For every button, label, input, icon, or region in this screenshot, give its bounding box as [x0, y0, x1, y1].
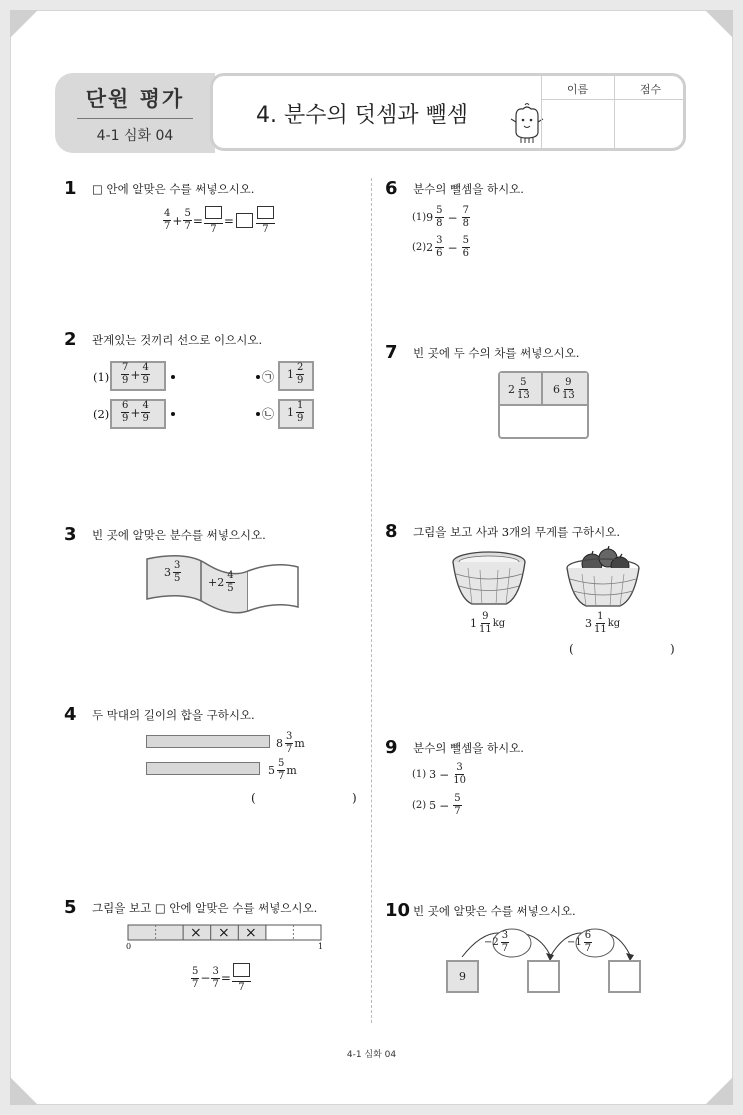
question-text: 그림을 보고 사과 3개의 무게를 구하시오. — [413, 525, 620, 539]
question-text: 빈 곳에 두 수의 차를 써넣으시오. — [413, 346, 580, 360]
question-number: 5 — [64, 897, 77, 918]
answer-box[interactable] — [233, 963, 250, 977]
question-number: 3 — [64, 524, 77, 545]
connect-dot[interactable] — [171, 375, 175, 379]
bar-1 — [146, 735, 270, 748]
question-text: 빈 곳에 알맞은 수를 써넣으시오. — [413, 904, 576, 918]
question-text: 그림을 보고 □ 안에 알맞은 수를 써넣으시오. — [92, 901, 318, 915]
q6-problem-2: (2) 2 $\frac{3}{6}$ − $\frac{5}{6}$ — [412, 235, 469, 259]
score-input-cell[interactable] — [615, 100, 685, 148]
answer-field[interactable] — [580, 642, 670, 658]
answer-box[interactable] — [527, 960, 560, 993]
q9-problem-1: (1) 3 − $\frac{3}{10}$ — [412, 762, 466, 786]
choice-label: ㉠ — [262, 370, 275, 384]
question-text: 분수의 뺄셈을 하시오. — [413, 182, 524, 196]
choice-label: ㉡ — [262, 407, 275, 421]
answer-cell[interactable] — [500, 406, 587, 437]
cross-mark: × — [245, 925, 257, 941]
q6-problem-1: (1) 9 $\frac{5}{8}$ − $\frac{7}{8}$ — [412, 205, 469, 229]
question-number: 8 — [385, 521, 398, 542]
q9-problem-2: (2) 5 − $\frac{5}{7}$ — [412, 793, 461, 817]
answer-box[interactable] — [250, 572, 296, 610]
q2-choice-1: 1 $\frac{2}{9}$ — [287, 362, 304, 386]
operation-bubble-2: −1 $\frac{6}{7}$ — [567, 930, 592, 954]
answer-paren-left: ( — [569, 642, 574, 656]
name-input-cell[interactable] — [542, 100, 613, 148]
cross-mark: × — [218, 925, 230, 941]
column-divider — [371, 178, 372, 1023]
q2-expression-1: $\frac{7}{9}$ + $\frac{4}{9}$ — [122, 362, 149, 386]
assessment-subtitle: 4-1 심화 04 — [96, 128, 174, 144]
title-divider — [77, 118, 193, 119]
connect-dot[interactable] — [256, 375, 260, 379]
q3-start-value: 3 $\frac{3}{5}$ — [164, 560, 181, 584]
question-text: 빈 곳에 알맞은 분수를 써넣으시오. — [92, 528, 266, 542]
question-text: 두 막대의 길이의 합을 구하시오. — [92, 708, 255, 722]
bar-1-length: 8 $\frac{3}{7}$ m — [276, 731, 305, 755]
q5-equation: $\frac{5}{7}$ − $\frac{3}{7}$ = 7 — [190, 963, 252, 993]
basket-weight: 1 $\frac{9}{11}$ kg — [470, 611, 506, 635]
item-label: (1) — [93, 370, 110, 384]
question-number: 6 — [385, 178, 398, 199]
question-text: □ 안에 알맞은 수를 써넣으시오. — [92, 182, 255, 196]
question-number: 2 — [64, 329, 77, 350]
score-label: 점수 — [639, 83, 662, 96]
apple-basket-icon — [564, 546, 642, 610]
q2-expression-2: $\frac{6}{9}$ + $\frac{4}{9}$ — [122, 400, 149, 424]
unit-assessment-tab — [55, 73, 215, 153]
empty-basket-icon — [450, 548, 528, 610]
question-number: 4 — [64, 704, 77, 725]
page-footer: 4-1 심화 04 — [346, 1050, 397, 1060]
answer-box[interactable] — [236, 213, 253, 228]
question-text: 분수의 뺄셈을 하시오. — [413, 741, 524, 755]
connect-dot[interactable] — [256, 412, 260, 416]
connect-dot[interactable] — [171, 412, 175, 416]
answer-box[interactable] — [205, 206, 222, 219]
basket-with-apples-weight: 3 $\frac{1}{11}$ kg — [585, 611, 621, 635]
strip-zero-label: 0 — [126, 942, 132, 951]
name-score-table — [541, 73, 686, 151]
strip-one-label: 1 — [318, 942, 324, 951]
question-number: 1 — [64, 178, 77, 199]
answer-paren-left: ( — [251, 791, 256, 805]
unit-title-panel — [210, 73, 686, 151]
bar-2-length: 5 $\frac{5}{7}$ m — [268, 758, 297, 782]
q3-operation: +2 $\frac{4}{5}$ — [208, 570, 234, 594]
q7-value-1: 2 $\frac{5}{13}$ — [508, 377, 530, 401]
item-label: (2) — [93, 407, 110, 421]
answer-paren-right: ) — [352, 791, 357, 805]
answer-box[interactable] — [608, 960, 641, 993]
answer-paren-right: ) — [670, 642, 675, 656]
question-number: 9 — [385, 737, 398, 758]
question-number: 10 — [385, 900, 411, 921]
start-value-box: 9 — [446, 960, 479, 993]
assessment-title: 단원 평가 — [85, 87, 185, 111]
answer-field[interactable] — [260, 791, 352, 807]
unit-title: 4. 분수의 덧셈과 뺄셈 — [256, 103, 468, 128]
operation-bubble-1: −2 $\frac{3}{7}$ — [484, 930, 509, 954]
name-label: 이름 — [566, 83, 589, 96]
bar-2 — [146, 762, 260, 775]
answer-box[interactable] — [257, 206, 274, 219]
q1-equation: $\frac{4}{7}$ + $\frac{5}{7}$ = 7 = 7 — [162, 206, 276, 235]
question-number: 7 — [385, 342, 398, 363]
q2-choice-2: 1 $\frac{1}{9}$ — [287, 400, 304, 424]
cross-mark: × — [190, 925, 202, 941]
q7-value-2: 6 $\frac{9}{13}$ — [553, 377, 575, 401]
question-text: 관계있는 것끼리 선으로 이으시오. — [92, 333, 263, 347]
